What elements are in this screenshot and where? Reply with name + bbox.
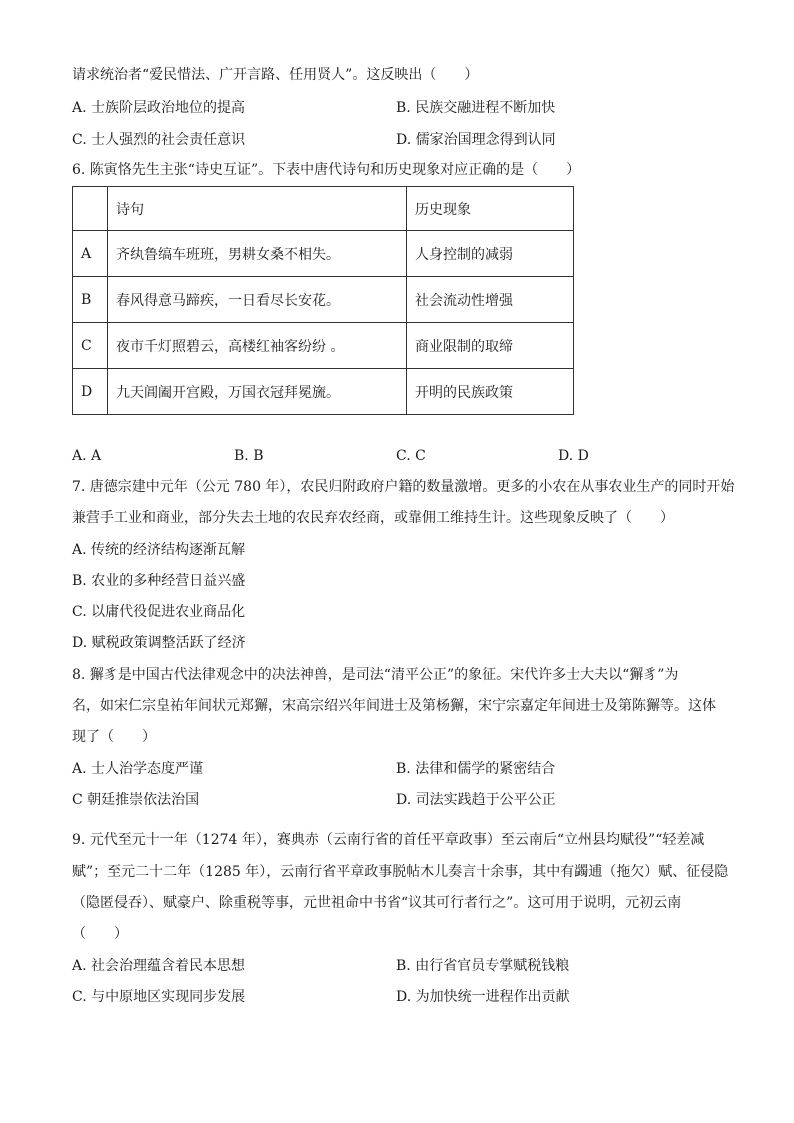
table-row [73,277,574,323]
table-header-row [73,187,574,231]
q9-stem-line-4: （ ） [72,926,128,942]
q8-stem-line-2: 名，如宋仁宗皇祐年间状元郑獬，宋高宗绍兴年间进士及第杨獬，宋宁宗嘉定年间进士及第陈獬等。这体 [72,698,716,714]
table-cell: 齐纨鲁缟车班班，男耕女桑不相失。 [108,231,407,277]
q6-option-d: D. D [558,448,589,464]
table-cell: C [73,323,108,369]
table-cell: 人身控制的减弱 [407,231,574,277]
table-row [73,369,574,415]
q8-option-c: C 朝廷推崇依法治国 [72,792,200,808]
q7-stem-line-1: 7. 唐德宗建中元年（公元 780 年），农民归附政府户籍的数量激增。更多的小农在从事农业生产的同时开始 [72,479,735,495]
q8-option-b: B. 法律和儒学的紧密结合 [396,761,556,777]
q5-option-d: D. 儒家治国理念得到认同 [396,132,556,148]
table-cell: 夜市千灯照碧云，高楼红袖客纷纷 。 [108,323,407,369]
q7-option-a: A. 传统的经济结构逐渐瓦解 [72,542,246,558]
q7-stem-line-2: 兼营手工业和商业，部分失去土地的农民弃农经商，或靠佣工维持生计。这些现象反映了（ ） [72,510,674,526]
q9-stem-line-3: （隐匿侵吞）、赋豪户、除重税等事，元世祖命中书省“议其可行者行之”。这可用于说明，元初云南 [72,895,682,911]
table-cell: 开明的民族政策 [407,369,574,415]
q9-option-d: D. 为加快统一进程作出贡献 [396,989,570,1005]
table-cell: 九天阊阖开宫殿，万国衣冠拜冕旒。 [108,369,407,415]
table-cell: 春风得意马蹄疾，一日看尽长安花。 [108,277,407,323]
q9-stem-line-1: 9. 元代至元十一年（1274 年），赛典赤（云南行省的首任平章政事）至云南后“立州县均赋役”“轻差减 [72,832,705,848]
q9-option-c: C. 与中原地区实现同步发展 [72,989,246,1005]
table-cell: A [73,231,108,277]
q6-table [72,186,574,415]
q6-option-b: B. B [234,448,264,464]
table-header-cell [73,187,108,231]
q8-option-a: A. 士人治学态度严谨 [72,761,204,777]
table-cell: 商业限制的取缔 [407,323,574,369]
table-cell: 社会流动性增强 [407,277,574,323]
q5-option-a: A. 士族阶层政治地位的提高 [72,100,246,116]
table-header-cell: 历史现象 [407,187,574,231]
q9-option-b: B. 由行省官员专掌赋税钱粮 [396,958,570,974]
q7-option-b: B. 农业的多种经营日益兴盛 [72,573,246,589]
q7-option-c: C. 以庸代役促进农业商品化 [72,604,246,620]
q8-stem-line-1: 8. 獬豸是中国古代法律观念中的决法神兽，是司法“清平公正”的象征。宋代许多士大夫以“獬豸”为 [72,667,679,683]
table-row [73,231,574,277]
q6-stem: 6. 陈寅恪先生主张“诗史互证”。下表中唐代诗句和历史现象对应正确的是（ ） [72,162,581,178]
q5-option-c: C. 士人强烈的社会责任意识 [72,132,246,148]
q8-stem-line-3: 现了（ ） [72,729,156,745]
table-row [73,323,574,369]
q5-stem: 请求统治者“爱民惜法、广开言路、任用贤人”。这反映出（ ） [72,67,479,83]
q5-option-b: B. 民族交融进程不断加快 [396,100,556,116]
table-header-cell: 诗句 [108,187,407,231]
q6-option-a: A. A [72,448,102,464]
table-cell: D [73,369,108,415]
table-cell: B [73,277,108,323]
q9-stem-line-2: 赋”；至元二十二年（1285 年），云南行省平章政事脱帖木儿奏言十余事，其中有蠲逋（拖欠）赋、征侵隐 [72,864,729,880]
q7-option-d: D. 赋税政策调整活跃了经济 [72,635,246,651]
q9-option-a: A. 社会治理蕴含着民本思想 [72,958,246,974]
q8-option-d: D. 司法实践趋于公平公正 [396,792,556,808]
q6-option-c: C. C [396,448,426,464]
